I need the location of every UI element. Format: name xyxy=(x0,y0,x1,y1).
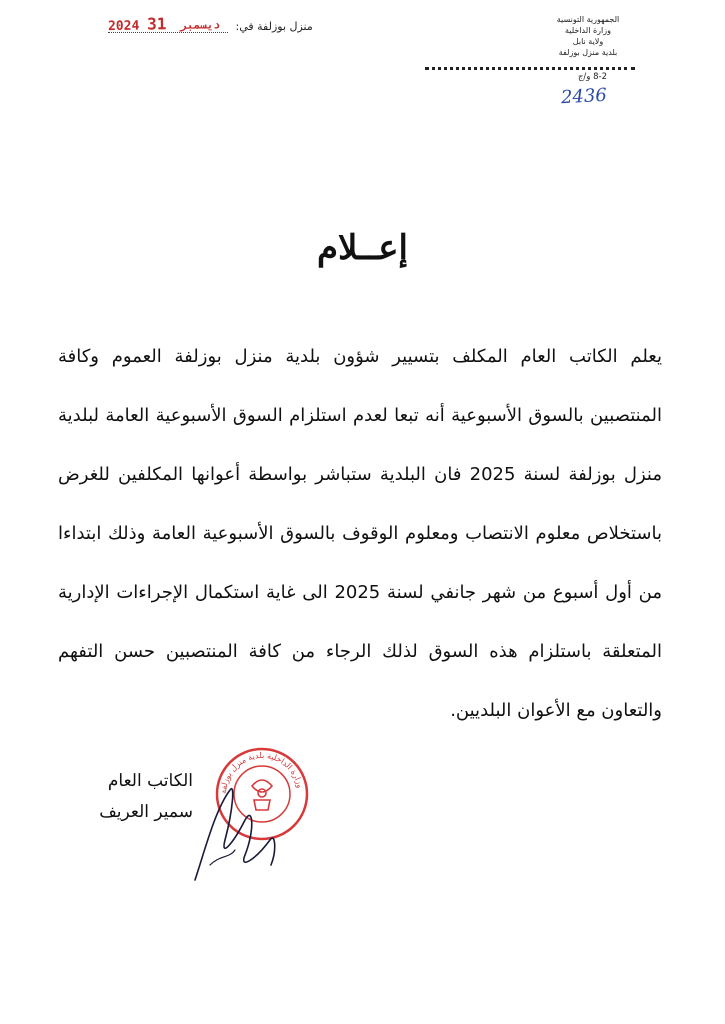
header-line-governorate: ولاية نابل xyxy=(572,37,604,46)
reference-line: 8-2 و/ج xyxy=(577,72,607,82)
notice-title: إعــلام xyxy=(317,228,408,268)
header-line-municipality: بلدية منزل بوزلفة xyxy=(558,48,618,57)
signatory-title: الكاتب العام xyxy=(107,771,193,791)
notice-body: يعلم الكاتب العام المكلف بتسيير شؤون بلدية منزل بوزلفة العموم وكافة المنتصبين بالسوق الأسبوعية أنه تبعا لعدم استلزام السوق الأسبوعية العامة لبلدية منزل بوزلفة لسنة 2025 فان البلدية ستباشر بواسطة أعوانها المكلفين للغرض باستخلاص معلوم الانتصاب ومعلوم الوقوف بالسوق الأسبوعية العامة وذلك ابتداءا من أول أسبوع من شهر جانفي لسنة 2025 الى غاية استكمال الإجراءات الإدارية المتعلقة باستلزام هذه السوق لذلك الرجاء من كافة المنتصبين حسن التفهم والتعاون مع الأعوان البلديين. xyxy=(58,346,662,721)
date-stamp-month: ديسمبر xyxy=(180,18,221,32)
reference-number: 2436 xyxy=(560,84,608,109)
header-line-republic: الجمهورية التونسية xyxy=(556,15,620,24)
signatory-name: سمير العريف xyxy=(99,802,193,822)
date-stamp xyxy=(108,13,243,34)
stamp-ring-text: وزارة الداخلية بلدية منزل بوزلفة xyxy=(218,750,305,795)
date-stamp-year: 2024 xyxy=(107,18,140,35)
header-line-ministry: وزارة الداخلية xyxy=(565,26,611,35)
handwritten-signature-icon xyxy=(175,770,295,890)
header-divider xyxy=(425,67,635,70)
header-block xyxy=(543,14,633,58)
date-stamp-day: 31 xyxy=(146,14,167,34)
signature-block xyxy=(53,766,193,828)
date-label: منزل بوزلفة في: xyxy=(235,20,313,33)
